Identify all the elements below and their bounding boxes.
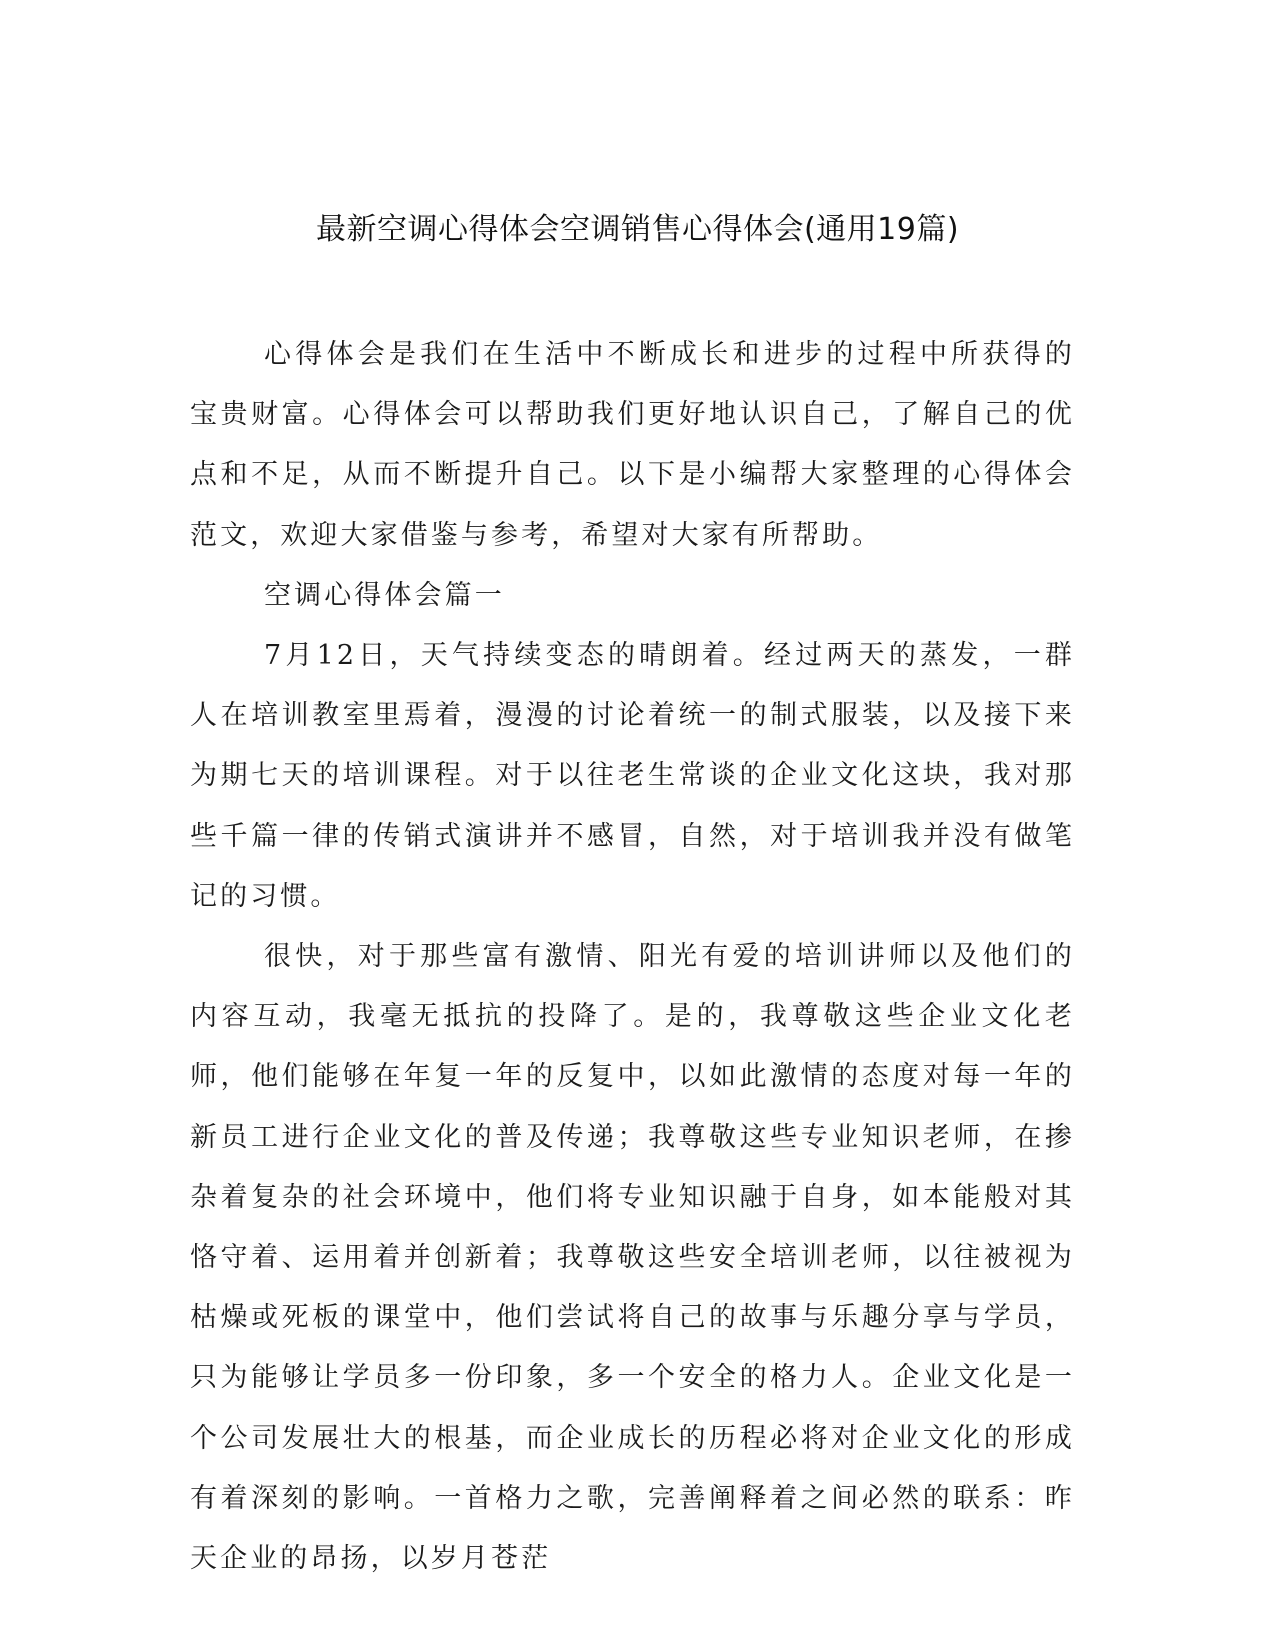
intro-paragraph: 心得体会是我们在生活中不断成长和进步的过程中所获得的宝贵财富。心得体会可以帮助我们更好地认识自己，了解自己的优点和不足，从而不断提升自己。以下是小编帮大家整理的心得体会范文，欢迎大家借鉴与参考，希望对大家有所帮助。	[190, 339, 1075, 551]
body-paragraph: 7月12日，天气持续变态的晴朗着。经过两天的蒸发，一群人在培训教室里焉着，漫漫的讨论着统一的制式服装，以及接下来为期七天的培训课程。对于以往老生常谈的企业文化这块，我对那些千篇一律的传销式演讲并不感冒，自然，对于培训我并没有做笔记的习惯。	[190, 640, 1075, 912]
document-body	[190, 325, 1075, 1589]
body-paragraph: 很快，对于那些富有激情、阳光有爱的培训讲师以及他们的内容互动，我毫无抵抗的投降了。是的，我尊敬这些企业文化老师，他们能够在年复一年的反复中，以如此激情的态度对每一年的新员工进行企业文化的普及传递；我尊敬这些专业知识老师，在掺杂着复杂的社会环境中，他们将专业知识融于自身，如本能般对其恪守着、运用着并创新着；我尊敬这些安全培训老师，以往被视为枯燥或死板的课堂中，他们尝试将自己的故事与乐趣分享与学员，只为能够让学员多一份印象，多一个安全的格力人。企业文化是一个公司发展壮大的根基，而企业成长的历程必将对企业文化的形成有着深刻的影响。一首格力之歌，完善阐释着之间必然的联系：昨天企业的昂扬，以岁月苍茫	[190, 941, 1075, 1575]
document-title: 最新空调心得体会空调销售心得体会(通用19篇)	[315, 212, 960, 247]
section-heading: 空调心得体会篇一	[264, 579, 505, 611]
